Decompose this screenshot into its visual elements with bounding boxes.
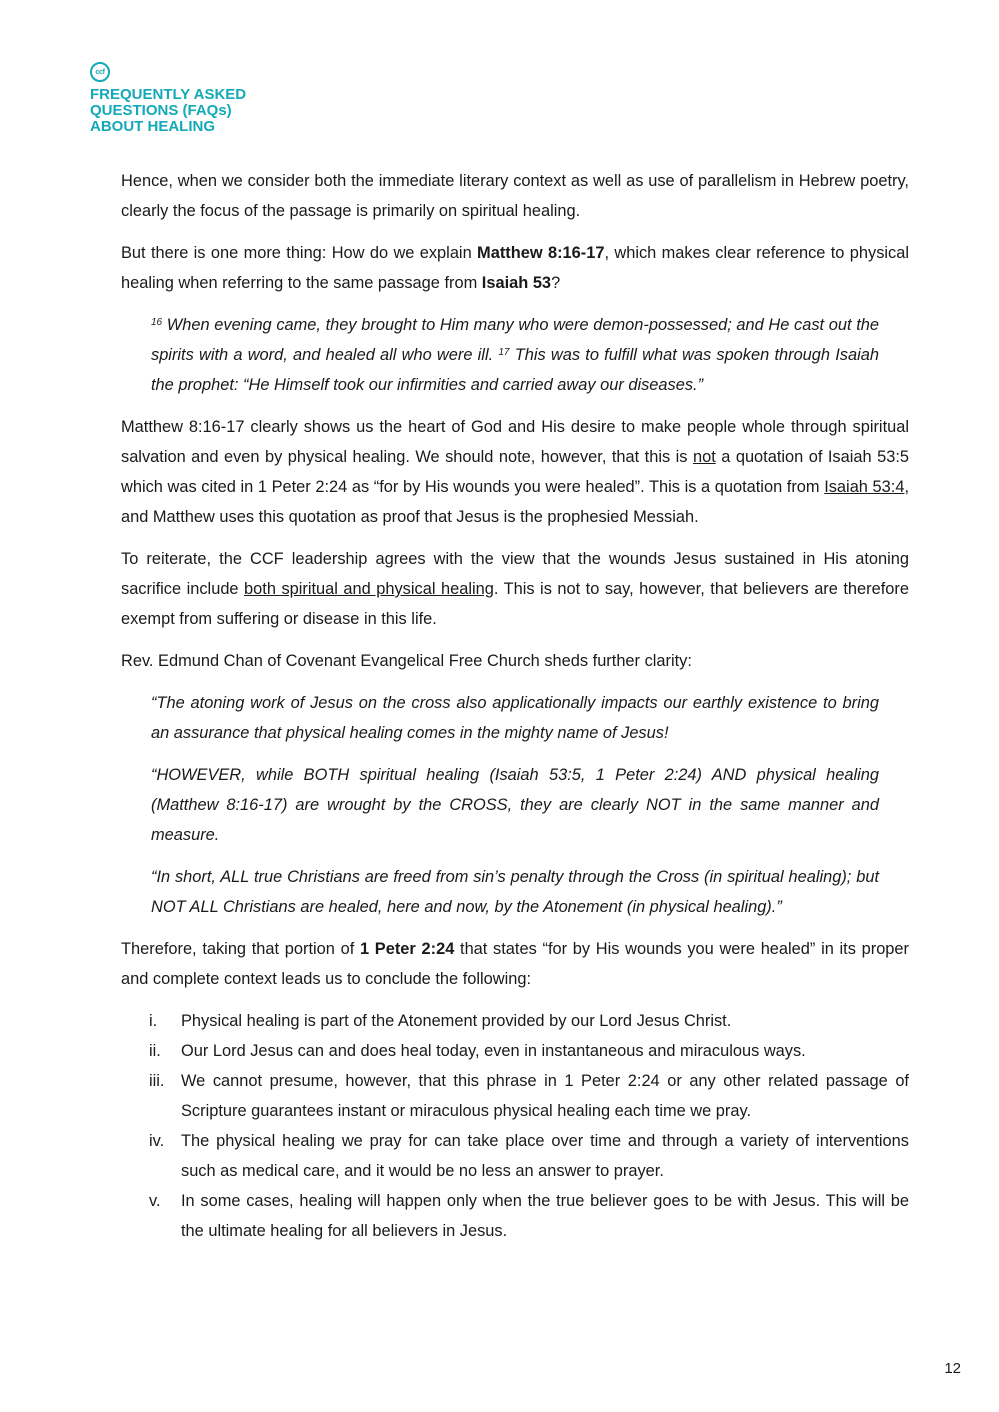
list-item (121, 1186, 909, 1246)
paragraph-3: Matthew 8:16-17 clearly shows us the heart of God and His desire to make people whole through spiritual salvation and even by physical healing. We should note, however, that this is not a quotation of Isaiah 53:5 which was cited in 1 Peter 2:24 as “for by His wounds you were healed”. This is a quotation from Isaiah 53:4, and Matthew uses this quotation as proof that Jesus is the prophesied Messiah. (121, 418, 909, 526)
paragraph-2: But there is one more thing: How do we explain Matthew 8:16-17, which makes clear reference to physical healing when referring to the same passage from Isaiah 53? (121, 244, 909, 292)
paragraph-4: To reiterate, the CCF leadership agrees with the view that the wounds Jesus sustained in His atoning sacrifice include both spiritual and physical healing. This is not to say, however, that believers are therefore exempt from suffering or disease in this life. (121, 550, 909, 628)
list-number: iv. (149, 1132, 165, 1150)
list-item (121, 1066, 909, 1126)
conclusion-list (121, 1006, 909, 1246)
list-text: We cannot presume, however, that this phrase in 1 Peter 2:24 or any other related passage of Scripture guarantees instant or miraculous physical healing each time we pray. (181, 1072, 909, 1120)
list-text: In some cases, healing will happen only when the true believer goes to be with Jesus. This will be the ultimate healing for all believers in Jesus. (181, 1192, 909, 1240)
isaiah-reference: Isaiah 53 (481, 274, 552, 292)
page-body (121, 166, 909, 1246)
chan-quote-1: “The atoning work of Jesus on the cross also applicationally impacts our earthly existence to bring an assurance that physical healing comes in the mighty name of Jesus! (151, 694, 879, 742)
list-item (121, 1036, 909, 1066)
ccf-logo (90, 62, 110, 82)
chan-quote-2: “HOWEVER, while BOTH spiritual healing (Isaiah 53:5, 1 Peter 2:24) AND physical healing (Matthew 8:16-17) are wrought by the CROSS, they are clearly NOT in the same manner and measure. (151, 766, 879, 844)
list-item (121, 1006, 909, 1036)
document-title (90, 87, 246, 135)
list-number: v. (149, 1192, 161, 1210)
page-number: 12 (944, 1360, 961, 1377)
list-number: i. (149, 1012, 158, 1030)
paragraph-6: Therefore, taking that portion of 1 Peter 2:24 that states “for by His wounds you were healed” in its proper and complete context leads us to conclude the following: (121, 940, 909, 988)
list-text: Physical healing is part of the Atonement provided by our Lord Jesus Christ. (181, 1012, 732, 1030)
list-text: The physical healing we pray for can take place over time and through a variety of interventions such as medical care, and it would be no less an answer to prayer. (181, 1132, 909, 1180)
scripture-quote: $^{16}$ When evening came, they brought to Him many who were demon-possessed; and He cast out the spirits with a word, and healed all who were ill. $^{17}$ This was to fulfill what was spoken through Isaiah the prophet: “He Himself took our infirmities and carried away our diseases.” (151, 316, 879, 394)
peter-reference: 1 Peter 2:24 (359, 940, 455, 958)
list-number: ii. (149, 1042, 161, 1060)
underlined-isaiah-53-4: Isaiah 53:4 (824, 478, 905, 496)
title-line-1: FREQUENTLY ASKED (90, 86, 247, 103)
title-line-2: QUESTIONS (FAQs) (90, 102, 232, 119)
logo-text: ccf (95, 68, 105, 76)
verse-number-17: 17 (498, 347, 510, 358)
underlined-not: not (692, 448, 716, 466)
list-text: Our Lord Jesus can and does heal today, even in instantaneous and miraculous ways. (181, 1042, 806, 1060)
paragraph-5: Rev. Edmund Chan of Covenant Evangelical Free Church sheds further clarity: (121, 652, 692, 670)
chan-quote-3: “In short, ALL true Christians are freed from sin’s penalty through the Cross (in spiritual healing); but NOT ALL Christians are healed, here and now, by the Atonement (in physical healing).” (151, 868, 879, 916)
paragraph-1: Hence, when we consider both the immediate literary context as well as use of parallelism in Hebrew poetry, clearly the focus of the passage is primarily on spiritual healing. (121, 172, 909, 220)
list-item (121, 1126, 909, 1186)
verse-number-16: 16 (151, 317, 163, 328)
list-number: iii. (149, 1072, 165, 1090)
matthew-reference: Matthew 8:16-17 (477, 244, 605, 262)
title-line-3: ABOUT HEALING (90, 118, 215, 135)
document-header (90, 62, 246, 135)
underlined-healing-phrase: both spiritual and physical healing (244, 580, 494, 598)
